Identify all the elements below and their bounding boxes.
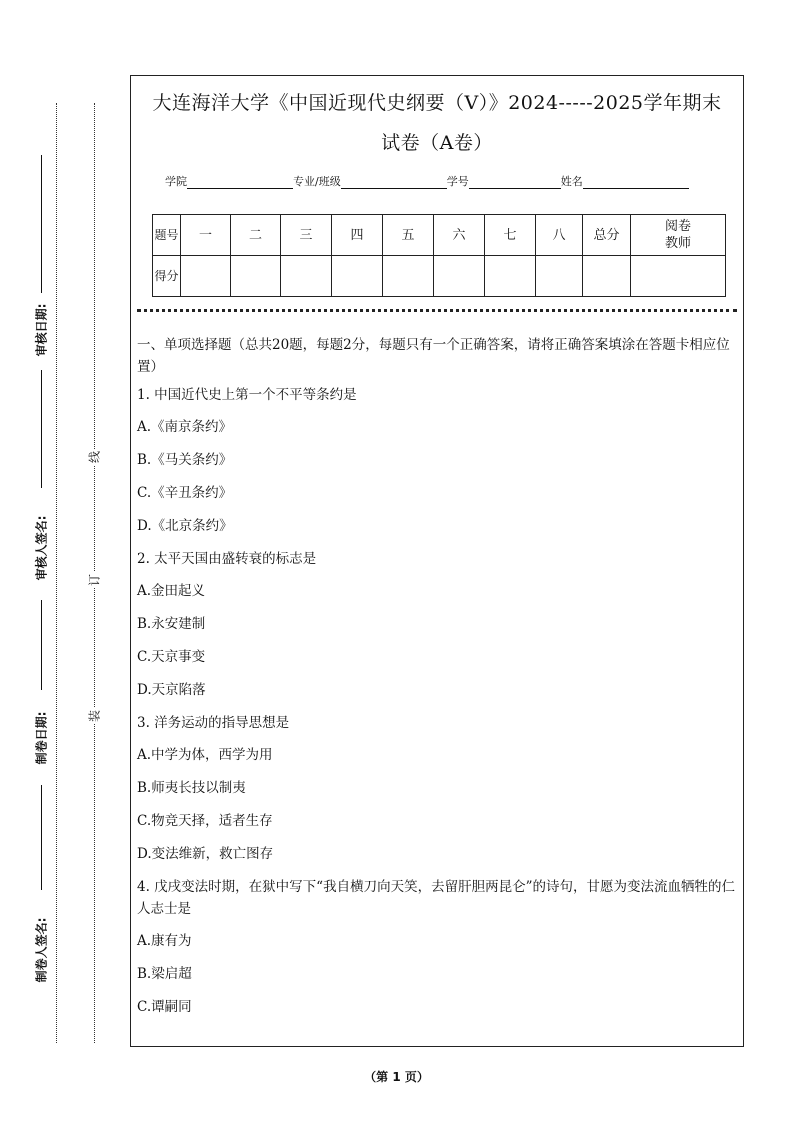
major-field[interactable] — [341, 176, 447, 189]
option-b: B.《马关条约》 — [137, 452, 233, 468]
score-cell-7[interactable] — [485, 256, 536, 297]
score-cell-4[interactable] — [332, 256, 383, 297]
dotted-divider — [137, 309, 737, 312]
table-cell-section-7: 七 — [485, 215, 536, 256]
score-cell-2[interactable] — [231, 256, 281, 297]
college-label: 学院 — [165, 175, 187, 188]
option-a: A.金田起义 — [137, 583, 206, 599]
questions-area — [137, 334, 737, 1029]
option-d: D.变法维新，救亡图存 — [137, 846, 274, 862]
option-c: C.《辛丑条约》 — [137, 485, 233, 501]
question-stem: 3. 洋务运动的指导思想是 — [137, 715, 290, 731]
make-date-blank — [41, 600, 42, 690]
score-cell-grader[interactable] — [631, 256, 726, 297]
score-cell-8[interactable] — [536, 256, 583, 297]
table-cell-section-1: 一 — [181, 215, 231, 256]
maker-sign-label: 制卷人签名: — [34, 917, 49, 983]
option-a: A.《南京条约》 — [137, 419, 233, 435]
option-d: D.天京陷落 — [137, 682, 206, 698]
make-date-label: 制卷日期: — [34, 711, 49, 765]
option-b: B.永安建制 — [137, 616, 206, 632]
table-cell-section-5: 五 — [383, 215, 434, 256]
name-label: 姓名 — [560, 175, 583, 188]
table-cell-grader: 阅卷教师 — [631, 215, 726, 256]
review-date-label: 审核日期: — [34, 303, 49, 357]
score-cell-3[interactable] — [281, 256, 332, 297]
table-cell-section-8: 八 — [536, 215, 583, 256]
table-cell-question-no: 题号 — [153, 215, 181, 256]
table-cell-total: 总分 — [583, 215, 631, 256]
binding-line-char: 线 — [87, 450, 102, 464]
question-stem: 4. 戊戌变法时期，在狱中写下“我自横刀向天笑，去留肝胆两昆仑”的诗句，甘愿为变法流血牺牲的仁人志士是 — [137, 879, 735, 917]
table-cell-section-2: 二 — [231, 215, 281, 256]
table-cell-score-label: 得分 — [153, 256, 181, 297]
student-id-label: 学号 — [446, 175, 469, 188]
binding-dotted-line-outer — [56, 103, 57, 1043]
option-d: D.《北京条约》 — [137, 518, 233, 534]
option-a: A.康有为 — [137, 933, 192, 949]
score-table-header-row — [153, 215, 726, 256]
option-c: C.谭嗣同 — [137, 999, 192, 1015]
binding-fold-char: 装 — [87, 709, 102, 723]
table-cell-section-6: 六 — [434, 215, 485, 256]
question-stem: 1. 中国近代史上第一个不平等条约是 — [137, 387, 357, 403]
college-field[interactable] — [187, 176, 293, 189]
table-cell-section-4: 四 — [332, 215, 383, 256]
exam-title-line1: 大连海洋大学《中国近现代史纲要（V）》2024-----2025学年期末 — [152, 92, 722, 114]
page-number: （第 1 页） — [364, 1070, 429, 1084]
score-table — [152, 214, 726, 297]
exam-paper-frame — [130, 75, 744, 1047]
section-heading: 一、单项选择题（总共20题，每题2分，每题只有一个正确答案，请将正确答案填涂在答题卡相应位置） — [137, 337, 730, 375]
question-stem: 2. 太平天国由盛转衰的标志是 — [137, 551, 317, 567]
exam-title-line2: 试卷（A卷） — [381, 132, 493, 154]
major-label: 专业/班级 — [293, 175, 341, 188]
option-b: B.梁启超 — [137, 966, 192, 982]
student-id-field[interactable] — [469, 176, 561, 189]
reviewer-sign-blank — [41, 370, 42, 488]
score-cell-1[interactable] — [181, 256, 231, 297]
option-c: C.物竞天择，适者生存 — [137, 813, 273, 829]
option-a: A.中学为体，西学为用 — [137, 747, 273, 763]
score-cell-5[interactable] — [383, 256, 434, 297]
option-c: C.天京事变 — [137, 649, 206, 665]
binding-bind-char: 订 — [87, 573, 102, 587]
review-date-blank — [41, 155, 42, 293]
student-info-line — [165, 173, 689, 189]
score-table-score-row — [153, 256, 726, 297]
maker-sign-blank — [41, 785, 42, 890]
table-cell-section-3: 三 — [281, 215, 332, 256]
score-cell-6[interactable] — [434, 256, 485, 297]
score-cell-total[interactable] — [583, 256, 631, 297]
reviewer-sign-label: 审核人签名: — [34, 515, 49, 581]
name-field[interactable] — [583, 176, 689, 189]
option-b: B.师夷长技以制夷 — [137, 780, 246, 796]
